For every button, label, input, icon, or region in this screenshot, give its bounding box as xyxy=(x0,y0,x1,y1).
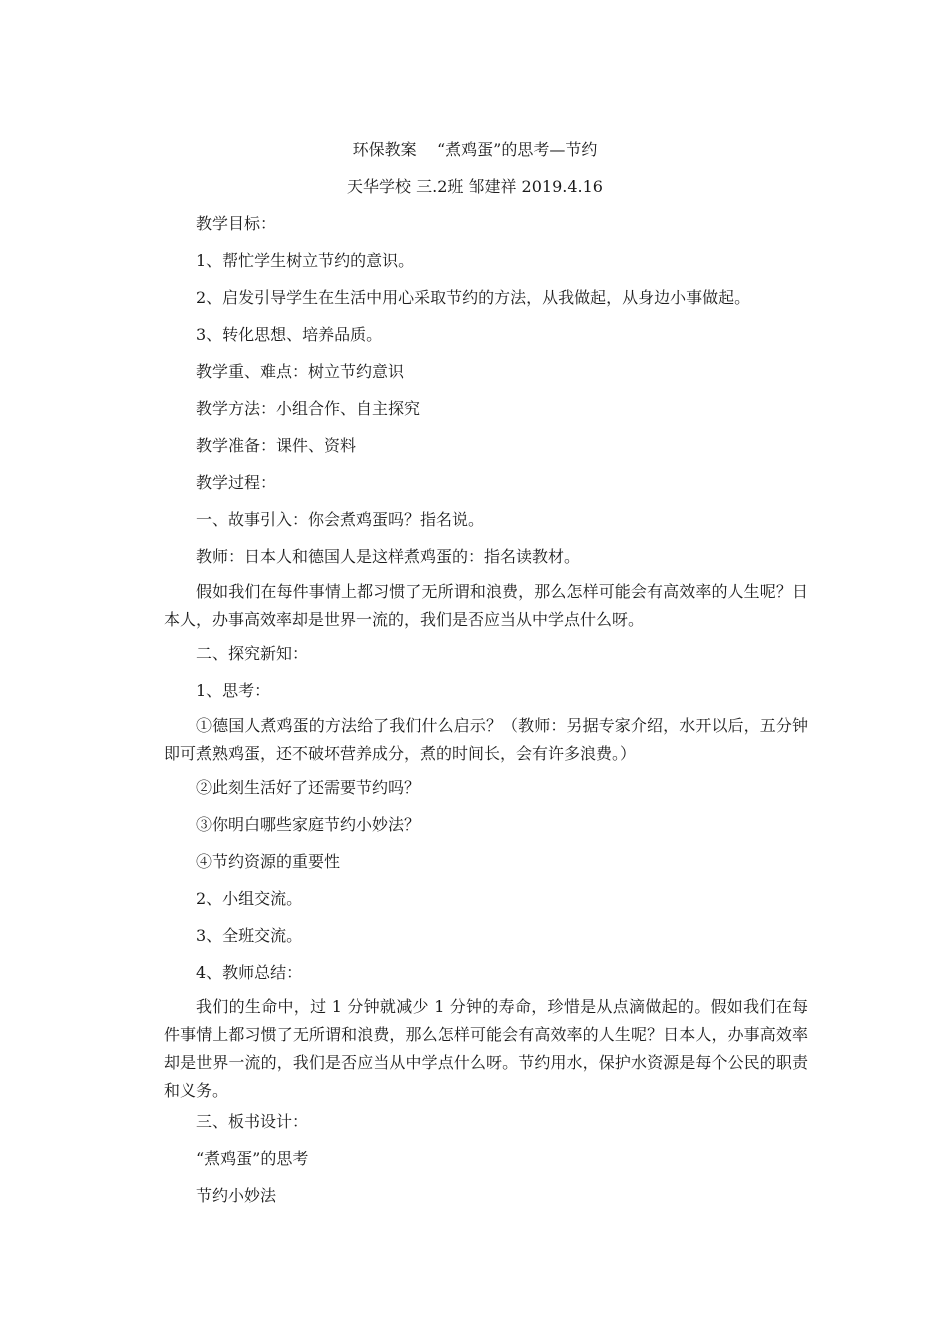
teacher-summary: 4、教师总结： xyxy=(196,963,303,982)
document-title: 环保教案 “煮鸡蛋”的思考—节约 xyxy=(352,140,598,159)
question-2: ②此刻生活好了还需要节约吗？ xyxy=(196,778,421,797)
think-heading: 1、思考： xyxy=(196,681,271,700)
question-3: ③你明白哪些家庭节约小妙法？ xyxy=(196,815,421,834)
teacher-line: 教师：日本人和德国人是这样煮鸡蛋的：指名读教材。 xyxy=(196,547,581,566)
question-4: ④节约资源的重要性 xyxy=(196,852,341,871)
teaching-methods: 教学方法：小组合作、自主探究 xyxy=(196,399,421,418)
goal-2: 2、启发引导学生在生活中用心采取节约的方法，从我做起，从身边小事做起。 xyxy=(196,288,751,307)
process-heading: 教学过程： xyxy=(196,473,277,492)
goal-3: 3、转化思想、培养品质。 xyxy=(196,325,383,344)
goals-heading: 教学目标： xyxy=(196,214,277,233)
whole-class-discussion: 3、全班交流。 xyxy=(196,926,303,945)
board-line-2: 节约小妙法 xyxy=(196,1186,277,1205)
paragraph-2: 我们的生命中，过 1 分钟就减少 1 分钟的寿命，珍惜是从点滴做起的。假如我们在每件事情上都习惯了无所谓和浪费，那么怎样可能会有高效率的人生呢？日本人，办事高效率却是世界一流的，我们是否应当从中学点什么呀。节约用水，保护水资源是每个公民的职责和义务。 xyxy=(164,997,808,1100)
step-2-heading: 二、探究新知： xyxy=(196,644,309,663)
board-line-1: “煮鸡蛋”的思考 xyxy=(196,1149,309,1168)
paragraph-1: 假如我们在每件事情上都习惯了无所谓和浪费，那么怎样可能会有高效率的人生呢？日本人，办事高效率却是世界一流的，我们是否应当从中学点什么呀。 xyxy=(164,582,808,629)
step-1-intro: 一、故事引入：你会煮鸡蛋吗？指名说。 xyxy=(196,510,485,529)
group-discussion: 2、小组交流。 xyxy=(196,889,303,908)
step-3-heading: 三、板书设计： xyxy=(196,1112,309,1131)
key-points: 教学重、难点：树立节约意识 xyxy=(196,362,405,381)
document-byline: 天华学校 三.2班 邹建祥 2019.4.16 xyxy=(347,177,603,196)
teaching-preparation: 教学准备：课件、资料 xyxy=(196,436,357,455)
goal-1: 1、帮忙学生树立节约的意识。 xyxy=(196,251,415,270)
question-1: ①德国人煮鸡蛋的方法给了我们什么启示？（教师：另据专家介绍，水开以后，五分钟即可煮熟鸡蛋，还不破坏营养成分，煮的时间长，会有许多浪费。） xyxy=(164,716,808,763)
